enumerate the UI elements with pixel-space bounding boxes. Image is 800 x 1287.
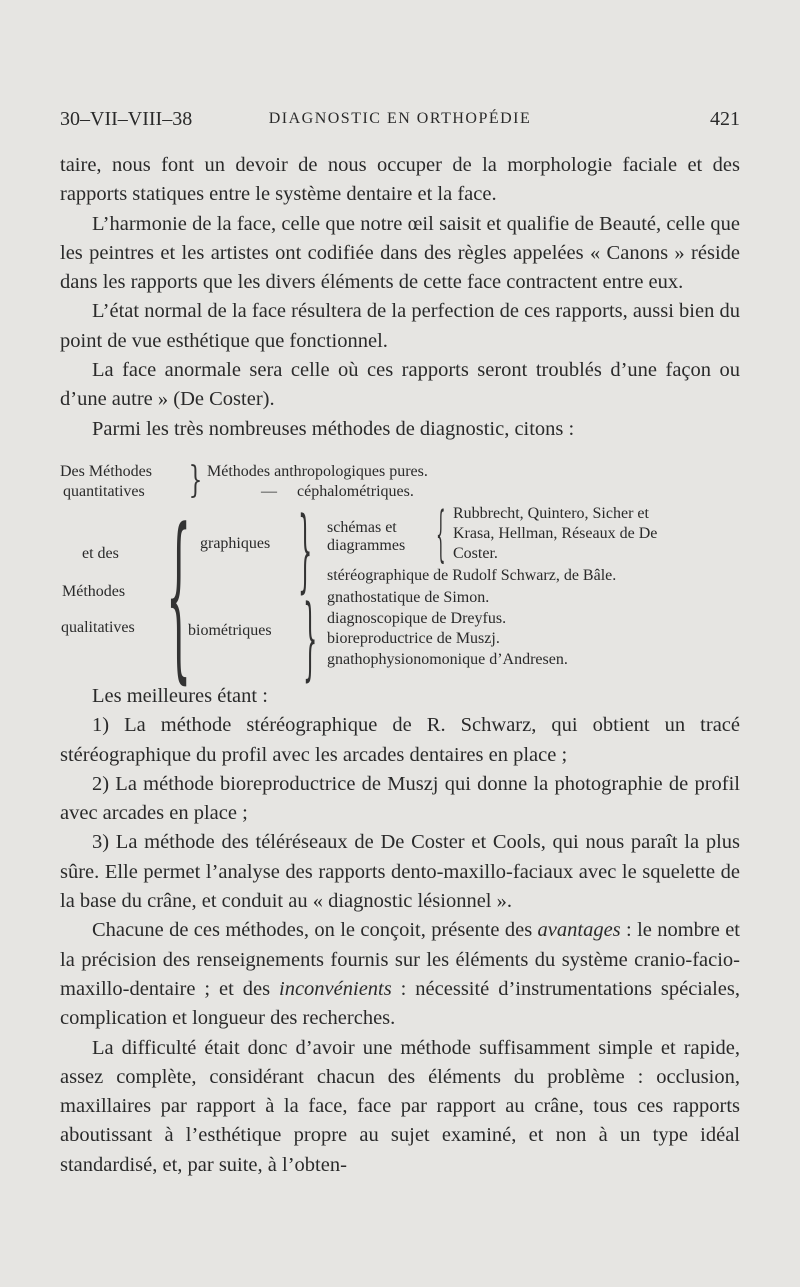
- paragraph: L’harmonie de la face, celle que notre œil saisit et qualifie de Beauté, celle que les peintres et les artistes ont codifiée dans des règles appelées « Canons » réside dans les rapports que les divers éléments de cette face contractent entre eux.: [60, 212, 740, 294]
- brace-graphiques: }: [298, 498, 313, 603]
- paragraph: La difficulté était donc d’avoir une méthode suffisamment simple et rapide, assez complète, considérant chacun des éléments du problème : occlusion, maxillaires par rapport à la face, face par rapport au crâne, tous ces rapports aboutissant à l’esthétique propre au sujet examiné, et non à un type idéal standardisé, et, par suite, à l’obten-: [60, 1036, 740, 1176]
- paragraph: Parmi les très nombreuses méthodes de diagnostic, citons :: [92, 417, 575, 440]
- emphasis-avantages: avantages: [537, 919, 621, 942]
- table-authors-line-3: Coster.: [453, 545, 498, 562]
- table-cephalometriques: céphalométriques.: [297, 483, 414, 500]
- paragraph: La face anormale sera celle où ces rapports seront troublés d’une façon ou d’une autre » (De Coster).: [60, 359, 740, 411]
- table-schemas-et: schémas et: [327, 519, 397, 536]
- page-number: 421: [710, 108, 740, 130]
- table-label-qualitatives: qualitatives: [61, 619, 135, 636]
- table-biometriques: biométriques: [188, 622, 272, 639]
- table-stereographique: stéréographique de Rudolf Schwarz, de Bâle.: [327, 567, 617, 584]
- text-block-bottom: [60, 682, 740, 1180]
- table-dash: —: [261, 483, 277, 500]
- table-diagrammes: diagrammes: [327, 537, 406, 554]
- table-label-quantitatives: quantitatives: [63, 483, 145, 500]
- paragraph: L’état normal de la face résultera de la perfection de ces rapports, aussi bien du point de vue esthétique que fonctionnel.: [60, 300, 740, 352]
- brace-quantitatives: }: [188, 460, 203, 501]
- table-graphiques: graphiques: [200, 535, 271, 552]
- text-run: : nécessité d’instrumentations spéciales, complication et longueur des recherches.: [60, 977, 740, 1030]
- paragraph: [60, 916, 740, 1033]
- paragraph: 3) La méthode des téléréseaux de De Coster et Cools, qui nous paraît la plus sûre. Elle permet l’analyse des rapports dento-maxillo-faciaux avec le squelette de la base du crâne, et conduit au « diagnostic lésionnel ».: [60, 831, 740, 913]
- text-block-top: [60, 151, 740, 444]
- paragraph: 1) La méthode stéréographique de R. Schwarz, qui obtient un tracé stéréographique du profil avec les arcades dentaires en place ;: [60, 714, 740, 766]
- paragraph: Les meilleures étant :: [92, 685, 268, 707]
- header-date: 30–VII–VIII–38: [60, 108, 193, 130]
- paragraph: 2) La méthode bioreproductrice de Muszj qui donne la photographie de profil avec arcades en place ;: [60, 772, 740, 825]
- table-diagnoscopique: diagnoscopique de Dreyfus.: [327, 610, 507, 627]
- emphasis-inconvenients: inconvénients: [279, 977, 392, 1000]
- table-bioreproductrice: bioreproductrice de Muszj.: [327, 630, 500, 647]
- running-header: [60, 108, 740, 134]
- text-run: : le nombre et la précision des renseignements fournis sur les éléments du système cranio-facio-maxillo-dentaire ; et des: [60, 919, 740, 1000]
- header-title: DIAGNOSTIC EN ORTHOPÉDIE: [268, 110, 532, 127]
- brace-biometriques: }: [303, 586, 318, 691]
- table-label-methodes: Méthodes: [62, 583, 126, 600]
- brace-schemas: {: [436, 499, 446, 569]
- table-label-et-des: et des: [82, 545, 119, 562]
- table-authors-line-2: Krasa, Hellman, Réseaux de De: [453, 525, 658, 542]
- table-anthropologiques: Méthodes anthropologiques pures.: [207, 463, 428, 480]
- brace-qualitatives: {: [166, 491, 192, 700]
- table-gnathophysionomonique: gnathophysionomonique d’Andresen.: [327, 651, 568, 668]
- table-gnathostatique: gnathostatique de Simon.: [327, 589, 490, 606]
- text-run: Chacune de ces méthodes, on le conçoit, présente des: [92, 919, 538, 942]
- table-authors-line-1: Rubbrecht, Quintero, Sicher et: [453, 505, 649, 522]
- table-label-des-methodes: Des Méthodes: [60, 463, 152, 480]
- paragraph: taire, nous font un devoir de nous occuper de la morphologie faciale et des rapports statiques entre le système dentaire et la face.: [60, 154, 740, 206]
